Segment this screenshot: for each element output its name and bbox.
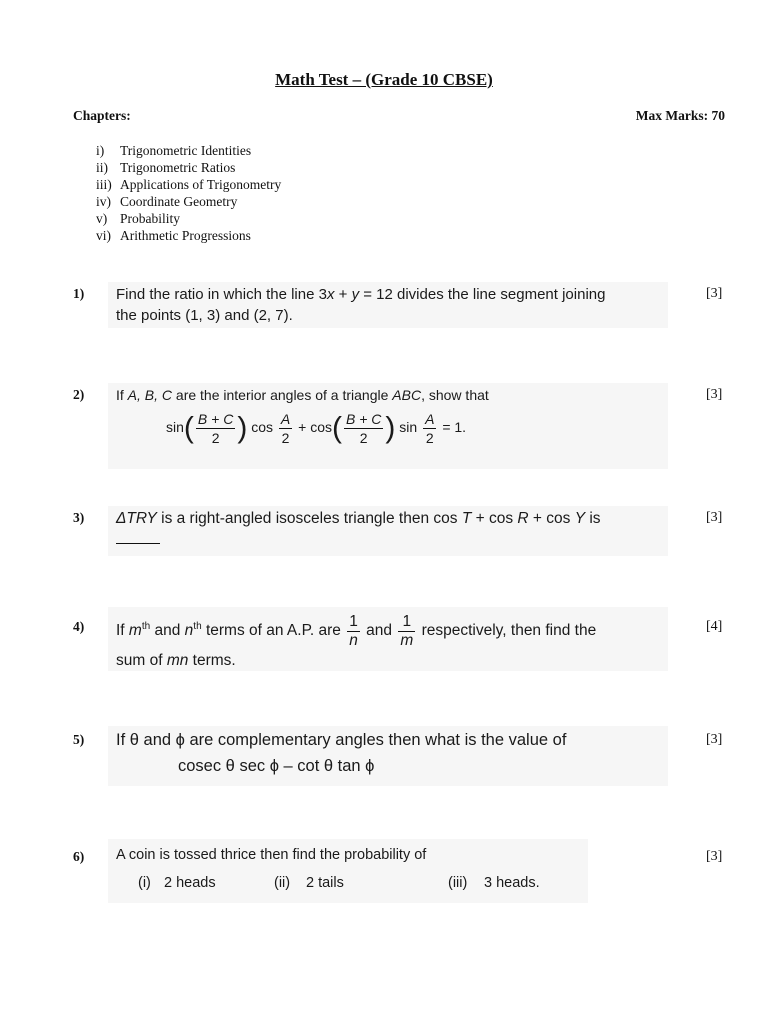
chapter-item — [96, 210, 281, 227]
answer-blank — [116, 531, 160, 544]
superscript: th — [141, 621, 151, 632]
superscript: th — [193, 621, 202, 632]
option-text: 2 heads — [164, 875, 216, 891]
question-marks: [4] — [706, 619, 723, 634]
question-text: If — [116, 387, 128, 403]
chapter-name: Trigonometric Identities — [120, 143, 252, 158]
chapter-item — [96, 142, 281, 159]
chapter-name: Applications of Trigonometry — [120, 177, 282, 192]
variable: ABC — [392, 387, 422, 403]
function-name: sin — [166, 419, 184, 436]
question-marks: [3] — [706, 732, 723, 747]
question-text: respectively, then find the — [417, 622, 597, 640]
variable: mn — [166, 651, 189, 669]
question-marks: [3] — [706, 849, 723, 864]
chapter-item — [96, 227, 281, 244]
identity-equation — [116, 410, 660, 447]
question-text: If θ and ϕ are complementary angles then what is the value of — [116, 731, 567, 749]
question-text: and — [361, 622, 397, 640]
question-marks: [3] — [706, 510, 723, 525]
variable: Y — [574, 510, 586, 527]
fraction — [423, 410, 436, 447]
fraction — [196, 410, 235, 447]
right-paren: ) — [385, 411, 396, 445]
chapter-number: v) — [96, 211, 108, 226]
numerator: B + C — [346, 411, 382, 427]
denominator: 2 — [425, 430, 434, 446]
function-name: sin — [399, 419, 418, 436]
variable: R — [517, 510, 529, 527]
left-paren: ( — [332, 411, 342, 445]
left-paren: ( — [183, 411, 194, 445]
chapter-name: Trigonometric Ratios — [120, 160, 236, 175]
options-row — [116, 869, 580, 897]
option-text: 3 heads. — [484, 875, 540, 891]
question-text: is a right-angled isosceles triangle then cos — [156, 510, 462, 527]
question-text: , show that — [421, 387, 489, 403]
page-title: Math Test – (Grade 10 CBSE) — [275, 70, 493, 89]
question-text: + — [334, 286, 352, 303]
denominator: 2 — [281, 430, 290, 446]
denominator: 2 — [359, 430, 368, 446]
equation-rhs: = 1. — [442, 419, 467, 436]
question-text: and — [150, 622, 185, 640]
question-text: sum of — [116, 651, 167, 669]
question-text: terms. — [188, 651, 236, 669]
denominator: n — [349, 631, 358, 649]
variable: x — [326, 286, 335, 303]
numerator: A — [280, 411, 291, 427]
question-text: is — [585, 510, 601, 527]
chapter-number: ii) — [96, 160, 108, 175]
fraction — [344, 410, 383, 447]
question-text: are the interior angles of a triangle — [172, 387, 393, 403]
question-marks: [3] — [706, 387, 723, 402]
chapter-number: i) — [96, 143, 105, 158]
question-body — [108, 282, 668, 328]
question-text: Find the ratio in which the line 3 — [116, 286, 327, 303]
chapter-name: Probability — [120, 211, 180, 226]
operator: + — [298, 419, 307, 436]
question-marks: [3] — [706, 286, 723, 301]
question-number: 4) — [73, 619, 85, 634]
question-text: = 12 divides the line segment joining — [359, 286, 606, 303]
question-number: 2) — [73, 387, 85, 402]
numerator: 1 — [349, 612, 358, 630]
variable: y — [351, 286, 360, 303]
chapter-item — [96, 159, 281, 176]
question-text: + cos — [471, 510, 518, 527]
question-body — [108, 383, 668, 469]
chapter-item — [96, 176, 281, 193]
chapter-name: Arithmetic Progressions — [120, 228, 251, 243]
numerator: 1 — [398, 613, 415, 632]
question-body — [108, 506, 668, 556]
variable: n — [184, 622, 194, 640]
variable: A, B, C — [127, 387, 173, 403]
question-body — [108, 607, 668, 671]
variable: T — [461, 510, 472, 527]
question-text: the points (1, 3) and (2, 7). — [116, 307, 293, 324]
question-number: 5) — [73, 732, 85, 747]
question-text: terms of an A.P. are — [201, 622, 346, 640]
question-text: + cos — [528, 510, 575, 527]
question-text: A coin is tossed thrice then find the probability of — [116, 847, 427, 863]
question-number: 6) — [73, 849, 85, 864]
chapter-item — [96, 193, 281, 210]
chapter-number: iii) — [96, 177, 112, 192]
expression: cosec θ sec ϕ – cot θ tan ϕ — [178, 757, 375, 775]
chapter-number: vi) — [96, 228, 111, 243]
max-marks: Max Marks: 70 — [635, 108, 725, 123]
question-number: 1) — [73, 286, 85, 301]
option-label: (iii) — [448, 875, 468, 891]
numerator: B + C — [197, 411, 234, 427]
option-label: (i) — [138, 875, 151, 891]
fraction — [398, 613, 415, 650]
question-text: If — [116, 622, 129, 640]
question-number: 3) — [73, 510, 85, 525]
option-label: (ii) — [274, 875, 291, 891]
question-body — [108, 726, 668, 786]
triangle-name: ΔTRY — [116, 510, 157, 527]
chapter-list — [96, 142, 281, 244]
numerator: A — [425, 411, 435, 427]
fraction — [279, 410, 292, 447]
question-body — [108, 839, 588, 903]
chapter-name: Coordinate Geometry — [120, 194, 238, 209]
denominator: m — [400, 631, 414, 649]
option-text: 2 tails — [306, 875, 344, 891]
right-paren: ) — [237, 411, 248, 445]
denominator: 2 — [211, 430, 220, 446]
fraction — [347, 613, 360, 650]
function-name: cos — [310, 419, 332, 436]
function-name: cos — [251, 419, 273, 436]
variable: m — [128, 622, 142, 640]
chapters-label: Chapters: — [73, 108, 131, 123]
chapter-number: iv) — [96, 194, 111, 209]
